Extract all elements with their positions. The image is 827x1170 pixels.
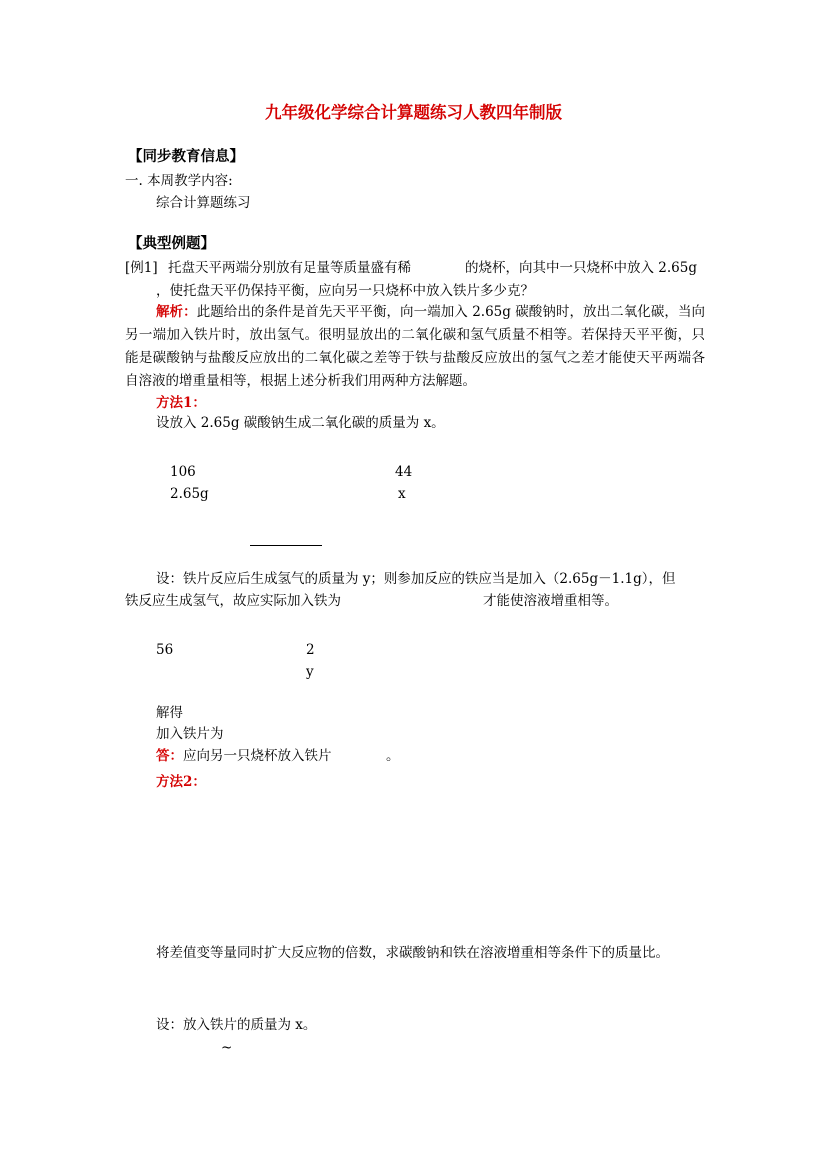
tilde-mark: ~: [221, 1040, 233, 1056]
method1-iron-assumption-line2-end: 才能使溶液增重相等。: [483, 593, 618, 609]
answer-text: 应向另一只烧杯放入铁片: [183, 748, 332, 764]
section-heading-sync-info: 【同步教育信息】: [128, 148, 244, 165]
method1-iron-assumption-line1: 设：铁片反应后生成氢气的质量为 y；则参加反应的铁应当是加入（2.65g－1.1g），但: [156, 571, 676, 587]
method2-assumption: 设：放入铁片的质量为 x。: [156, 1017, 317, 1033]
analysis-label: 解析：: [156, 304, 197, 320]
eq2-molar-mass-h2: 2: [306, 642, 315, 658]
solve-label: 解得: [156, 705, 183, 721]
document-title: 九年级化学综合计算题练习人教四年制版: [265, 103, 562, 122]
eq1-molar-mass-co2: 44: [395, 464, 413, 480]
weekly-content-label: 一. 本周教学内容:: [125, 173, 233, 189]
answer-line: [156, 746, 332, 766]
fraction-rule: [250, 545, 322, 546]
eq1-mass-na2co3: 2.65g: [170, 486, 209, 502]
method1-label: 方法1：: [156, 395, 206, 411]
example-question-line2: ，使托盘天平仍保持平衡，应向另一只烧杯中放入铁片多少克？: [156, 283, 534, 299]
answer-label: 答：: [156, 748, 183, 764]
eq1-molar-mass-na2co3: 106: [170, 464, 196, 480]
eq1-unknown-x: x: [398, 486, 406, 502]
eq2-molar-mass-fe: 56: [156, 642, 174, 658]
example-question-line1-end: 的烧杯，向其中一只烧杯中放入 2.65g: [465, 260, 697, 276]
method1-iron-assumption-line2: 铁反应生成氢气，故应实际加入铁为: [125, 593, 341, 609]
example-tag: [例1]: [125, 260, 158, 276]
section-heading-examples: 【典型例题】: [128, 235, 215, 252]
answer-end: 。: [386, 748, 400, 764]
analysis-text: 此题给出的条件是首先天平平衡，向一端加入 2.65g 碳酸钠时，放出二氧化碳，当向另一端加入铁片时，放出氢气。很明显放出的二氧化碳和氢气质量不相等。若保持天平平衡，只能是碳酸钠与盐酸反应放出的二氧化碳之差等于铁与盐酸反应放出的氢气之差才能使天平两端各自溶液的增重量相等，根据上述分析我们用两种方法解题。: [125, 304, 705, 389]
eq2-unknown-y: y: [306, 664, 314, 680]
add-iron-label: 加入铁片为: [156, 726, 224, 742]
method2-description: 将差值变等量同时扩大反应物的倍数，求碳酸钠和铁在溶液增重相等条件下的质量比。: [156, 945, 669, 961]
analysis-paragraph: [125, 301, 705, 393]
example-question-line1: 托盘天平两端分别放有足量等质量盛有稀: [168, 260, 411, 276]
method1-assumption: 设放入 2.65g 碳酸钠生成二氧化碳的质量为 x。: [156, 415, 445, 431]
weekly-content-text: 综合计算题练习: [156, 195, 251, 211]
method2-label: 方法2：: [156, 774, 206, 790]
